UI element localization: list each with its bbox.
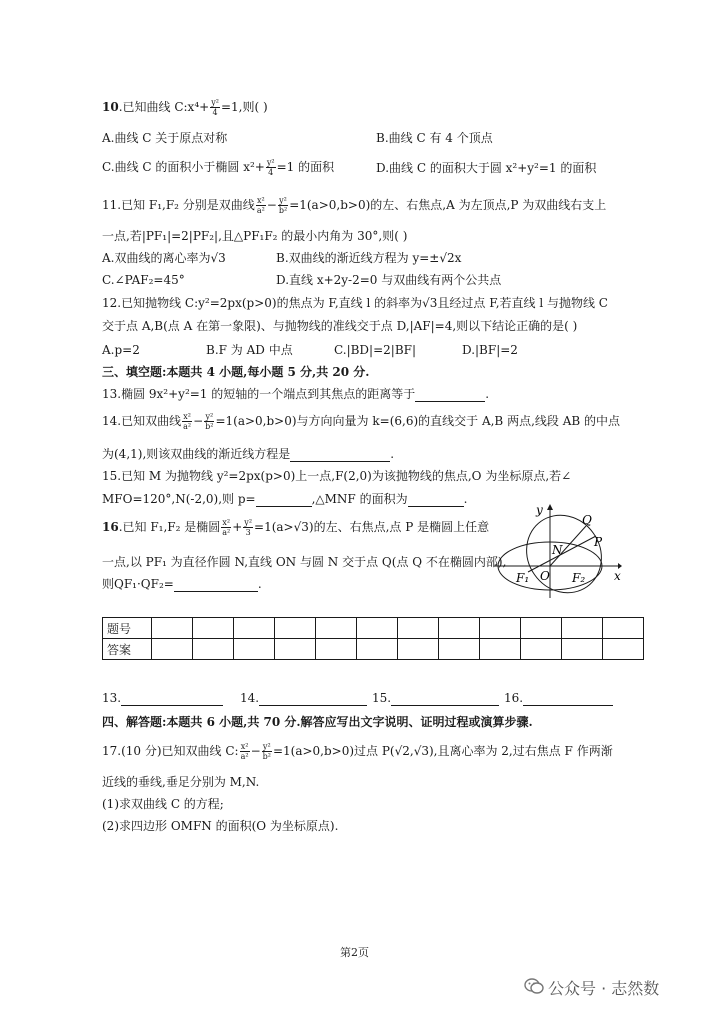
q10-option-c: C.曲线 C 的面积小于椭圆 x²+ $\frac{\text{y²}}{4}$ =1 的面积 (102, 158, 335, 177)
answer-cell[interactable] (193, 618, 234, 639)
q12-option-b: B.F 为 AD 中点 (206, 343, 293, 357)
answer-table (102, 617, 644, 660)
q11-option-a: A.双曲线的离心率为√3 (102, 251, 226, 265)
answer-cell[interactable] (275, 639, 316, 660)
answer-cell[interactable] (562, 618, 603, 639)
q13-stem: 13.椭圆 9x²+y²=1 的短轴的一个端点到其焦点的距离等于 . (102, 387, 490, 401)
answer-blank-15: 15. (372, 690, 499, 706)
answer-cell[interactable] (398, 618, 439, 639)
answer-cell[interactable] (562, 639, 603, 660)
answer-cell[interactable] (234, 618, 275, 639)
section-solution-title: 四、解答题:本题共 6 小题,共 70 分.解答应写出文字说明、证明过程或演算步骤. (102, 715, 533, 729)
section-fill-in-title: 三、填空题:本题共 4 小题,每小题 5 分,共 20 分. (102, 365, 370, 379)
label-f1: F₁ (516, 571, 530, 585)
answer-cell[interactable] (152, 639, 193, 660)
answer-cell[interactable] (316, 639, 357, 660)
q17-part-2: (2)求四边形 OMFN 的面积(O 为坐标原点). (102, 819, 339, 833)
q17-part-1: (1)求双曲线 C 的方程; (102, 797, 224, 811)
answer-cell[interactable] (439, 639, 480, 660)
q14-answer-blank[interactable] (290, 449, 390, 462)
answer-table-row-answer (103, 639, 644, 660)
label-y: y (536, 503, 543, 517)
q10-option-d: D.曲线 C 的面积大于圆 x²+y²=1 的面积 (376, 161, 597, 175)
q11-stem-line2: 一点,若|PF₁|=2|PF₂|,且△PF₁F₂ 的最小内角为 30°,则( ) (102, 229, 408, 243)
answer-cell[interactable] (480, 639, 521, 660)
q14-stem-line2: 为(4,1),则该双曲线的渐近线方程是 . (102, 447, 395, 461)
answer-table-header-answer: 答案 (103, 639, 152, 660)
q10-option-b: B.曲线 C 有 4 个顶点 (376, 131, 493, 145)
q12-stem-line2: 交于点 A,B(点 A 在第一象限)、与抛物线的准线交于点 D,|AF|=4,则以下结论正确的是( ) (102, 319, 578, 333)
q16-ellipse-figure (492, 500, 622, 600)
q14-stem: 14.已知双曲线 $\frac{\text{x²}}{\text{a²}}$ − $\frac{\text{y²}}{\text{b²}}$ =1(a>0,b>0)与方向向量为 k=(6,6)的直线交于 A,B 两点,线段 AB 的中点 (102, 412, 620, 431)
answer-blank-13: 13. (102, 690, 223, 706)
q11-option-d: D.直线 x+2y-2=0 与双曲线有两个公共点 (276, 273, 502, 287)
q16-stem: 16.已知 F₁,F₂ 是椭圆 $\frac{\text{x²}}{\text{a²}}$ + $\frac{\text{y²}}{3}$ =1(a>√3)的左、右焦点,点 P 是椭圆上任意 (102, 518, 490, 537)
label-o: O (540, 569, 550, 583)
answer-line-15[interactable] (391, 693, 499, 706)
answer-cell[interactable] (521, 639, 562, 660)
answer-cell[interactable] (193, 639, 234, 660)
answer-cell[interactable] (152, 618, 193, 639)
q11-option-c: C.∠PAF₂=45° (102, 273, 185, 287)
label-q: Q (582, 513, 592, 527)
q15-area-blank[interactable] (408, 494, 464, 507)
answer-cell[interactable] (480, 618, 521, 639)
watermark-text: 公众号 · 志然数 (548, 979, 660, 998)
answer-cell[interactable] (357, 639, 398, 660)
answer-table-row-number (103, 618, 644, 639)
label-n: N (552, 543, 563, 557)
page-number: 第2页 (340, 946, 369, 959)
answer-cell[interactable] (275, 618, 316, 639)
answer-line-16[interactable] (523, 693, 613, 706)
answer-blank-14: 14. (240, 690, 367, 706)
q15-stem: 15.已知 M 为抛物线 y²=2px(p>0)上一点,F(2,0)为该抛物线的焦点,O 为坐标原点,若∠ (102, 469, 572, 483)
q17-stem: 17.(10 分)已知双曲线 C: $\frac{\text{x²}}{\text{a²}}$ − $\frac{\text{y²}}{\text{b²}}$ =1(a>0,b>0)过点 P(√2,√3),且离心率为 2,过右焦点 F 作两渐 (102, 742, 613, 761)
q10-stem: 10.已知曲线 C:x⁴+ $\frac{\text{y²}}{4}$ =1,则( ) (102, 98, 268, 117)
q12-option-c: C.|BD|=2|BF| (334, 343, 417, 357)
answer-cell[interactable] (234, 639, 275, 660)
q12-option-d: D.|BF|=2 (462, 343, 518, 357)
answer-cell[interactable] (603, 618, 644, 639)
wechat-icon (524, 977, 544, 995)
q15-p-blank[interactable] (256, 494, 312, 507)
q10-option-a: A.曲线 C 关于原点对称 (102, 131, 228, 145)
answer-table-header-number: 题号 (103, 618, 152, 639)
q15-stem-line2: MFO=120°,N(-2,0),则 p= ,△MNF 的面积为 . (102, 492, 468, 506)
q16-stem-line2: 一点,以 PF₁ 为直径作圆 N,直线 ON 与圆 N 交于点 Q(点 Q 不在椭圆内部), (102, 555, 507, 569)
answer-cell[interactable] (603, 639, 644, 660)
q11-option-b: B.双曲线的渐近线方程为 y=±√2x (276, 251, 462, 265)
q12-option-a: A.p=2 (102, 343, 140, 357)
q17-stem-line2: 近线的垂线,垂足分别为 M,N. (102, 775, 260, 789)
y-axis-arrow (547, 504, 553, 510)
answer-cell[interactable] (439, 618, 480, 639)
q13-answer-blank[interactable] (415, 389, 485, 402)
label-f2: F₂ (572, 571, 586, 585)
q16-stem-line3: 则QF₁·QF₂= . (102, 577, 262, 591)
answer-blank-16: 16. (504, 690, 613, 706)
label-x: x (614, 569, 621, 583)
q16-answer-blank[interactable] (174, 579, 258, 592)
q12-stem: 12.已知抛物线 C:y²=2px(p>0)的焦点为 F,直线 l 的斜率为√3且经过点 F,若直线 l 与抛物线 C (102, 296, 608, 310)
answer-cell[interactable] (398, 639, 439, 660)
label-p: P (594, 535, 603, 549)
answer-line-13[interactable] (121, 693, 223, 706)
answer-cell[interactable] (316, 618, 357, 639)
q11-stem: 11.已知 F₁,F₂ 分别是双曲线 $\frac{\text{x²}}{\text{a²}}$ − $\frac{\text{y²}}{\text{b²}}$ =1(a>0,b>0)的左、右焦点,A 为左顶点,P 为双曲线右支上 (102, 196, 607, 215)
answer-line-14[interactable] (259, 693, 367, 706)
answer-cell[interactable] (357, 618, 398, 639)
answer-cell[interactable] (521, 618, 562, 639)
